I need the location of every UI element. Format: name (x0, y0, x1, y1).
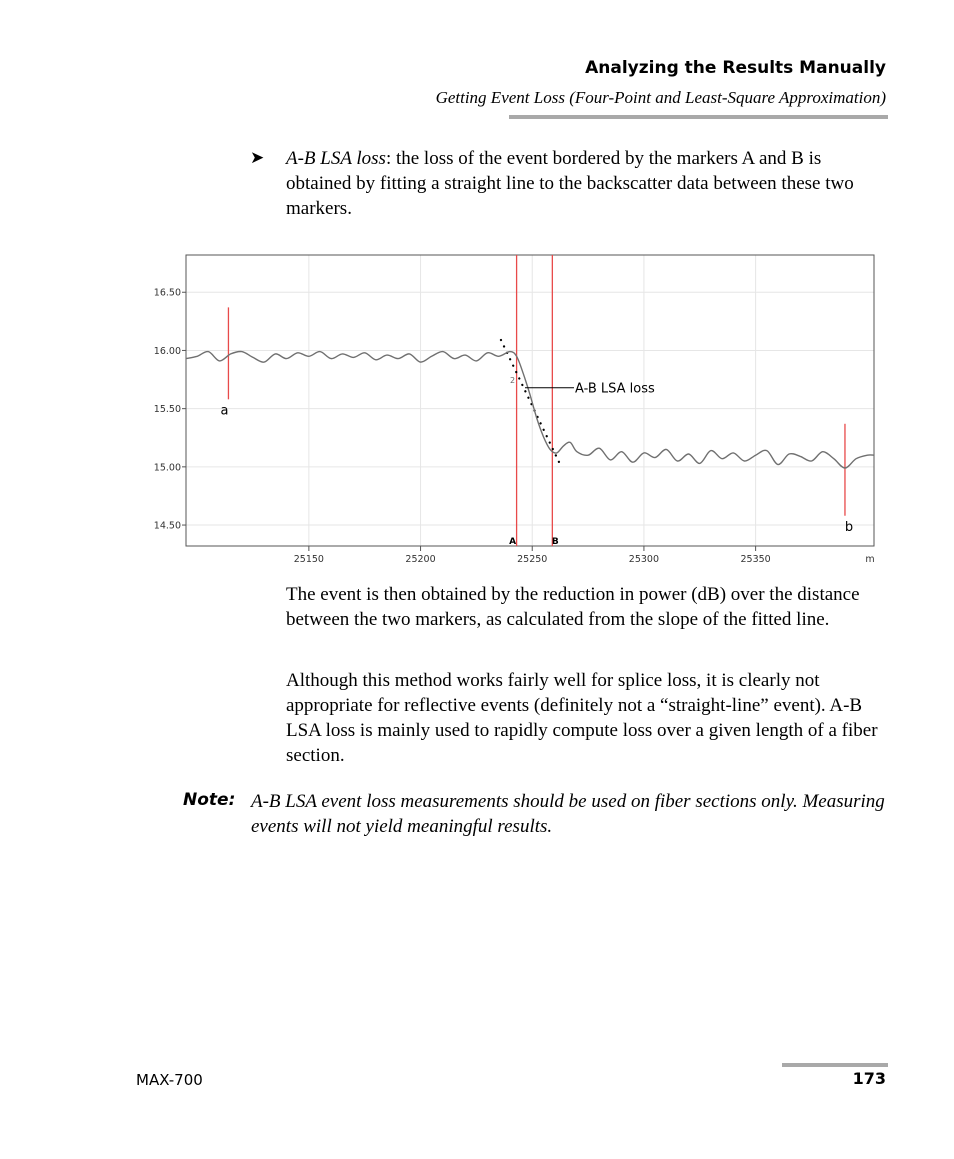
y-tick-label: 15.00 (153, 462, 181, 474)
marker-label-b: b (844, 519, 854, 535)
marker-label-a: a (220, 403, 229, 419)
chart-axes (154, 288, 875, 564)
plot-frame (186, 255, 874, 546)
bullet-term: A-B LSA loss (286, 148, 386, 169)
y-tick-label: 15.50 (153, 404, 181, 416)
x-unit-label: m (865, 554, 875, 564)
annotation-label: A-B LSA loss (575, 381, 655, 397)
paragraph-1: The event is then obtained by the reduction in power (dB) over the distance between the two markers, as calculated from the slope of the fitted line. (286, 584, 860, 630)
y-tick-label: 14.50 (153, 520, 181, 532)
chart-annotations (220, 376, 853, 547)
x-tick-label: 25200 (405, 554, 436, 564)
x-tick-label: 25300 (628, 554, 660, 564)
page-number: 173 (852, 1069, 886, 1088)
x-tick-label: 25250 (517, 554, 548, 564)
note-text: A-B LSA event loss measurements should be used on fiber sections only. Measuring events will not yield meaningful results. (251, 791, 885, 837)
note-label: Note: (183, 790, 236, 810)
chart-grid (186, 255, 874, 546)
header-rule (509, 115, 888, 119)
chart-markers (228, 255, 845, 546)
bullet-arrow-icon: ➤ (250, 148, 265, 167)
footer-product: MAX-700 (136, 1071, 203, 1089)
header-title: Analyzing the Results Manually (585, 58, 886, 78)
paragraph-2: Although this method works fairly well for splice loss, it is clearly not appropriate for reflective events (definitely not a “straight-line” event). A-B LSA loss is mainly used to rapidly compute loss over a given length of a fiber section. (286, 670, 878, 766)
marker-label-B: B (551, 537, 559, 547)
x-tick-label: 25150 (293, 554, 324, 564)
marker-point-label: 2 (510, 376, 516, 386)
bullet-paragraph (286, 146, 886, 221)
marker-label-A: A (509, 537, 517, 547)
x-tick-label: 25350 (740, 554, 771, 564)
footer-rule (782, 1063, 888, 1067)
y-tick-label: 16.50 (153, 287, 181, 299)
otdr-trace-chart (140, 244, 880, 564)
backscatter-trace (186, 351, 874, 468)
bullet-description: : the loss of the event bordered by the markers A and B is obtained by fitting a straight line to the backscatter data between these two markers. (286, 148, 854, 219)
header-subtitle: Getting Event Loss (Four-Point and Least-Square Approximation) (435, 88, 886, 107)
y-tick-label: 16.00 (153, 345, 181, 357)
